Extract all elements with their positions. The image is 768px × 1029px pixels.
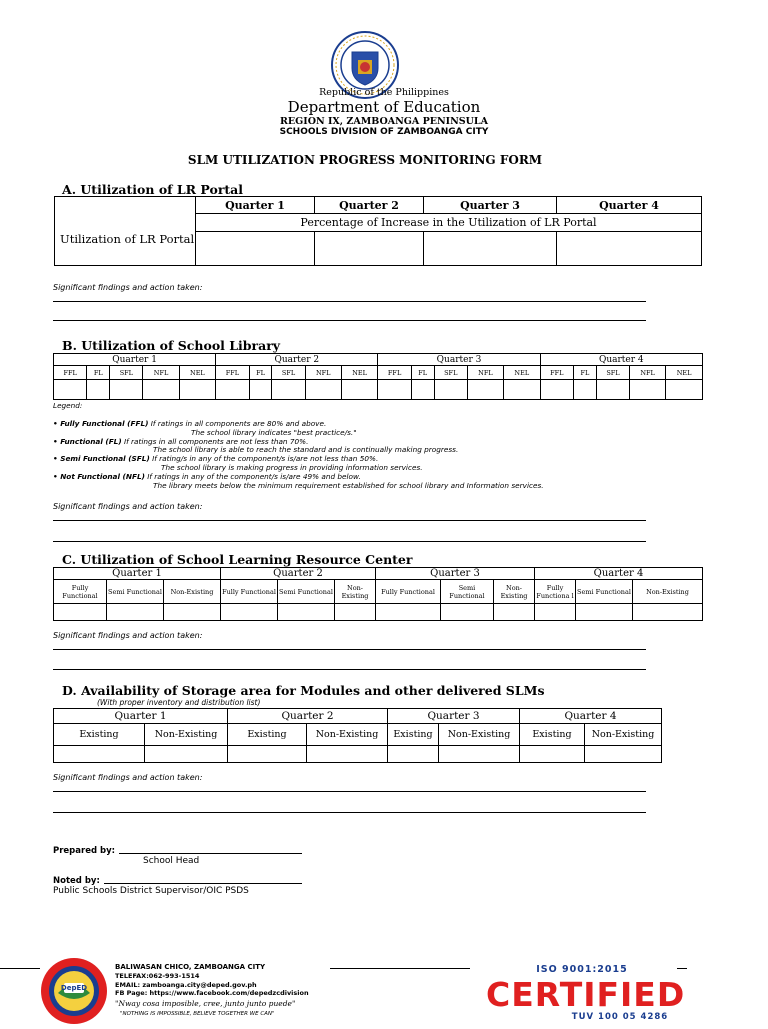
footer-divider-left bbox=[0, 968, 40, 969]
findings-label-b: Significant findings and action taken: bbox=[53, 502, 203, 511]
footer-divider-mid bbox=[330, 968, 470, 969]
input-cell[interactable] bbox=[107, 604, 164, 621]
quarter-header: Quarter 3 bbox=[424, 197, 557, 214]
subcol-header: NFL bbox=[143, 366, 179, 380]
legend-block bbox=[53, 420, 693, 490]
input-cell[interactable] bbox=[503, 380, 540, 400]
input-cell[interactable] bbox=[557, 232, 702, 266]
input-cell[interactable] bbox=[633, 604, 703, 621]
subcol-header: Fully Functiona l bbox=[535, 580, 576, 604]
quarter-header: Quarter 4 bbox=[557, 197, 702, 214]
input-cell[interactable] bbox=[228, 746, 307, 763]
legend-term: • Semi Functional (SFL) bbox=[53, 454, 150, 464]
quarter-header: Quarter 2 bbox=[228, 709, 388, 724]
table-cell bbox=[55, 197, 196, 214]
prepared-role: School Head bbox=[143, 856, 200, 866]
subcol-header: FL bbox=[87, 366, 110, 380]
legend-term: • Fully Functional (FFL) bbox=[53, 419, 149, 428]
subcol-header: FL bbox=[249, 366, 272, 380]
subcol-header: Non-Existing bbox=[307, 724, 388, 746]
quarter-header: Quarter 3 bbox=[378, 354, 540, 366]
legend-note: The school library is making progress in providing information services. bbox=[161, 462, 423, 472]
form-title: SLM UTILIZATION PROGRESS MONITORING FORM bbox=[187, 153, 543, 167]
subcol-header: SFL bbox=[110, 366, 143, 380]
subcol-header: Semi Functional bbox=[278, 580, 335, 604]
subcol-header: Non-Existing bbox=[633, 580, 703, 604]
storage-table bbox=[53, 708, 662, 763]
subcol-header: NEL bbox=[179, 366, 216, 380]
subcol-header: FFL bbox=[378, 366, 411, 380]
input-cell[interactable] bbox=[278, 604, 335, 621]
legend-term: • Functional (FL) bbox=[53, 436, 122, 446]
subcol-header: NEL bbox=[503, 366, 540, 380]
header-division: SCHOOLS DIVISION OF ZAMBOANGA CITY bbox=[279, 127, 489, 137]
subcol-header: NEL bbox=[666, 366, 703, 380]
subcol-header: Existing bbox=[54, 724, 145, 746]
noted-role: Public Schools District Supervisor/OIC PSDS bbox=[53, 886, 249, 896]
input-cell[interactable] bbox=[666, 380, 703, 400]
quarter-header: Quarter 2 bbox=[221, 568, 376, 580]
quarter-header: Quarter 2 bbox=[216, 354, 378, 366]
input-cell[interactable] bbox=[439, 746, 520, 763]
quarter-header: Quarter 1 bbox=[54, 354, 216, 366]
findings-line[interactable] bbox=[53, 320, 646, 321]
subcol-header: Non-Existing bbox=[585, 724, 662, 746]
input-cell[interactable] bbox=[424, 232, 557, 266]
input-cell[interactable] bbox=[249, 380, 272, 400]
input-cell[interactable] bbox=[54, 380, 87, 400]
input-cell[interactable] bbox=[305, 380, 341, 400]
footer-fb: FB Page: https://www.facebook.com/depedzcdivision bbox=[115, 989, 309, 997]
findings-label-c: Significant findings and action taken: bbox=[53, 631, 203, 640]
footer-address: BALIWASAN CHICO, ZAMBOANGA CITY bbox=[115, 963, 266, 971]
input-cell[interactable] bbox=[376, 604, 441, 621]
subcol-header: Semi Functional bbox=[576, 580, 633, 604]
subcol-header: Non-Existing bbox=[494, 580, 535, 604]
input-cell[interactable] bbox=[630, 380, 666, 400]
subcol-header: NFL bbox=[467, 366, 503, 380]
subcol-header: NFL bbox=[305, 366, 341, 380]
findings-line[interactable] bbox=[53, 791, 646, 792]
findings-line[interactable] bbox=[53, 520, 646, 521]
input-cell[interactable] bbox=[540, 380, 573, 400]
input-cell[interactable] bbox=[535, 604, 576, 621]
legend-desc: If rating/s in any of the component/s is/are not less than 50%. bbox=[149, 454, 379, 464]
subcol-header: Non-Existing bbox=[164, 580, 221, 604]
quarter-header: Quarter 2 bbox=[315, 197, 424, 214]
quarter-header: Quarter 1 bbox=[54, 568, 221, 580]
legend-desc: If ratings in all components are not less than 70%. bbox=[121, 436, 309, 446]
section-d-title: D. Availability of Storage area for Modules and other delivered SLMs bbox=[62, 683, 545, 698]
footer-telefax: TELEFAX:062-993-1514 bbox=[115, 972, 200, 980]
input-cell[interactable] bbox=[520, 746, 585, 763]
subcol-header: FFL bbox=[54, 366, 87, 380]
input-cell[interactable] bbox=[54, 604, 107, 621]
input-cell[interactable] bbox=[164, 604, 221, 621]
input-cell[interactable] bbox=[341, 380, 378, 400]
quarter-header: Quarter 4 bbox=[535, 568, 703, 580]
prepared-signature-line[interactable] bbox=[119, 853, 302, 854]
lrc-table bbox=[53, 567, 703, 621]
legend-item bbox=[53, 420, 693, 429]
input-cell[interactable] bbox=[272, 380, 305, 400]
library-table bbox=[53, 353, 703, 400]
input-cell[interactable] bbox=[494, 604, 535, 621]
findings-label-a: Significant findings and action taken: bbox=[53, 283, 203, 292]
quarter-header: Quarter 4 bbox=[540, 354, 702, 366]
legend-note: The library meets below the minimum requirement established for school library and Information services. bbox=[153, 480, 544, 490]
subcol-header: FL bbox=[411, 366, 434, 380]
division-logo bbox=[40, 957, 108, 1025]
subcol-header: NEL bbox=[341, 366, 378, 380]
section-a-title: A. Utilization of LR Portal bbox=[62, 182, 244, 197]
row-label: Utilization of LR Portal bbox=[55, 214, 196, 266]
input-cell[interactable] bbox=[216, 380, 249, 400]
subcol-header: SFL bbox=[596, 366, 629, 380]
quarter-header: Quarter 3 bbox=[388, 709, 520, 724]
logo-text: DepED bbox=[60, 984, 88, 992]
input-cell[interactable] bbox=[573, 380, 596, 400]
legend-note: The school library indicates "best practice/s." bbox=[191, 427, 357, 437]
subcol-header: Semi Functional bbox=[107, 580, 164, 604]
prepared-by-label: Prepared by: bbox=[53, 846, 116, 856]
subcol-header: Non-Existing bbox=[335, 580, 376, 604]
percentage-header: Percentage of Increase in the Utilization of LR Portal bbox=[196, 214, 702, 232]
tuv-label: TUV 100 05 4286 bbox=[571, 1012, 669, 1022]
findings-line[interactable] bbox=[53, 541, 646, 542]
input-cell[interactable] bbox=[307, 746, 388, 763]
input-cell[interactable] bbox=[179, 380, 216, 400]
subcol-header: SFL bbox=[434, 366, 467, 380]
legend-label: Legend: bbox=[53, 401, 83, 410]
legend-desc: If ratings in all components are 80% and above. bbox=[148, 419, 327, 428]
section-d-subtitle: (With proper inventory and distribution list) bbox=[97, 698, 261, 707]
findings-line[interactable] bbox=[53, 649, 646, 650]
input-cell[interactable] bbox=[315, 232, 424, 266]
input-cell[interactable] bbox=[54, 746, 145, 763]
input-cell[interactable] bbox=[145, 746, 228, 763]
findings-line[interactable] bbox=[53, 301, 646, 302]
subcol-header: Existing bbox=[228, 724, 307, 746]
input-cell[interactable] bbox=[110, 380, 143, 400]
input-cell[interactable] bbox=[441, 604, 494, 621]
subcol-header: Non-Existing bbox=[439, 724, 520, 746]
subcol-header: Non-Existing bbox=[145, 724, 228, 746]
subcol-header: NFL bbox=[630, 366, 666, 380]
legend-note: The school library is able to reach the standard and is continually making progress. bbox=[153, 445, 459, 455]
noted-signature-line[interactable] bbox=[104, 883, 302, 884]
header-republic: Republic of the Philippines bbox=[319, 87, 449, 98]
section-b-title: B. Utilization of School Library bbox=[62, 338, 281, 353]
footer-divider-right bbox=[677, 968, 687, 969]
findings-label-d: Significant findings and action taken: bbox=[53, 773, 203, 782]
lr-portal-table bbox=[54, 196, 702, 266]
input-cell[interactable] bbox=[87, 380, 110, 400]
header-region: REGION IX, ZAMBOANGA PENINSULA bbox=[280, 116, 488, 127]
legend-desc: If ratings in any of the component/s is/are 49% and below. bbox=[144, 471, 361, 481]
subcol-header: Fully Functional bbox=[54, 580, 107, 604]
input-cell[interactable] bbox=[576, 604, 633, 621]
subcol-header: Semi Functional bbox=[441, 580, 494, 604]
legend-term: • Not Functional (NFL) bbox=[53, 471, 145, 481]
input-cell[interactable] bbox=[596, 380, 629, 400]
input-cell[interactable] bbox=[411, 380, 434, 400]
iso-label: ISO 9001:2015 bbox=[536, 964, 628, 975]
subcol-header: SFL bbox=[272, 366, 305, 380]
certified-label: CERTIFIED bbox=[486, 975, 686, 1014]
subcol-header: Existing bbox=[520, 724, 585, 746]
section-c-title: C. Utilization of School Learning Resource Center bbox=[62, 552, 413, 567]
input-cell[interactable] bbox=[378, 380, 411, 400]
subcol-header: FFL bbox=[216, 366, 249, 380]
findings-line[interactable] bbox=[53, 812, 646, 813]
footer-motto-translation: "NOTHING IS IMPOSSIBLE, BELIEVE TOGETHER WE CAN" bbox=[120, 1011, 275, 1017]
subcol-header: FFL bbox=[540, 366, 573, 380]
footer-motto: "Nway cosa imposible, cree, junto junto puede" bbox=[115, 999, 296, 1008]
input-cell[interactable] bbox=[467, 380, 503, 400]
quarter-header: Quarter 3 bbox=[376, 568, 535, 580]
input-cell[interactable] bbox=[434, 380, 467, 400]
input-cell[interactable] bbox=[196, 232, 315, 266]
input-cell[interactable] bbox=[388, 746, 439, 763]
input-cell[interactable] bbox=[143, 380, 179, 400]
subcol-header: Fully Functional bbox=[376, 580, 441, 604]
input-cell[interactable] bbox=[335, 604, 376, 621]
quarter-header: Quarter 4 bbox=[520, 709, 662, 724]
subcol-header: Existing bbox=[388, 724, 439, 746]
subcol-header: Fully Functional bbox=[221, 580, 278, 604]
noted-by-label: Noted by: bbox=[53, 876, 100, 886]
footer-email: EMAIL: zamboanga.city@deped.gov.ph bbox=[115, 981, 257, 989]
quarter-header: Quarter 1 bbox=[54, 709, 228, 724]
input-cell[interactable] bbox=[585, 746, 662, 763]
input-cell[interactable] bbox=[221, 604, 278, 621]
header-department: Department of Education bbox=[287, 98, 481, 116]
subcol-header: FL bbox=[573, 366, 596, 380]
quarter-header: Quarter 1 bbox=[196, 197, 315, 214]
findings-line[interactable] bbox=[53, 669, 646, 670]
